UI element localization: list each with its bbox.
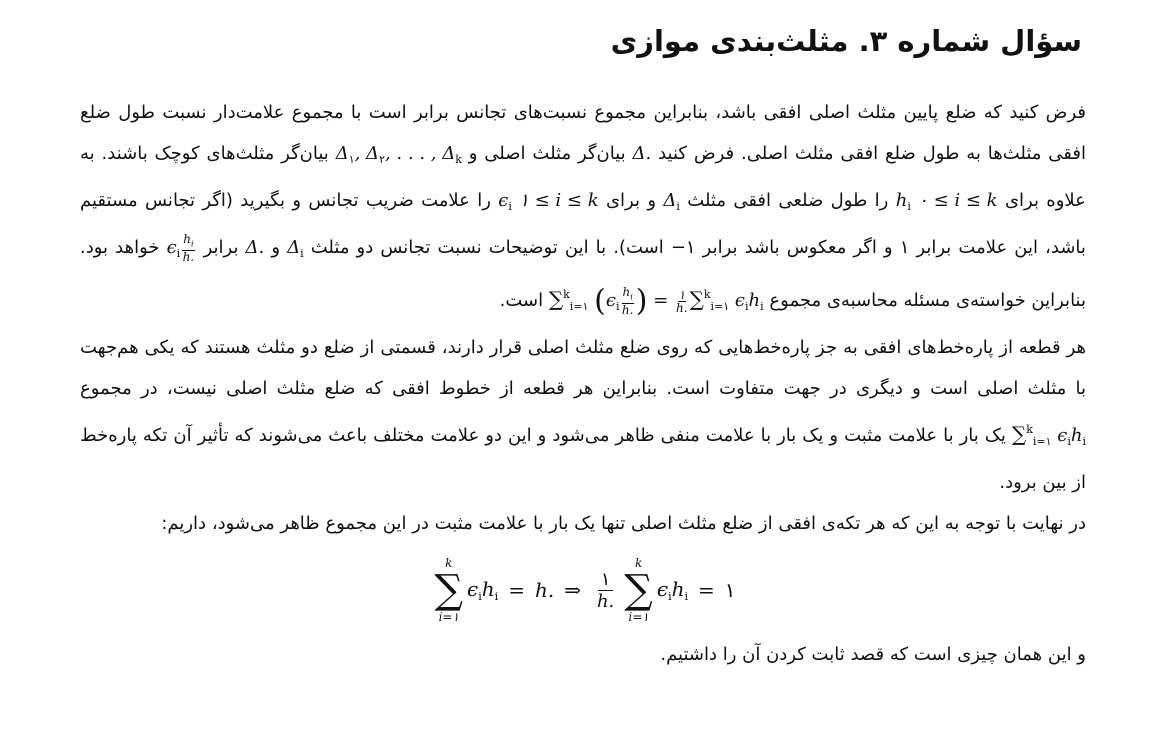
- p1-line-3a: بیان‌گر مثلث‌های کوچک باشند. به علاوه برای: [80, 143, 1086, 211]
- p1-line-6: است.: [499, 290, 544, 311]
- p1-line-3c: و برای: [605, 190, 657, 211]
- math-ratio: $\epsilon_i$ $\frac{h_i}{h.}$: [166, 231, 195, 265]
- p1-line-2b: بیان‌گر مثلث اصلی و: [468, 143, 626, 164]
- p1-line-5a: با این توضیحات نسبت تجانس دو مثلث: [310, 237, 607, 258]
- math-range-1k: ۱ ≤ i ≤ k: [519, 190, 599, 211]
- math-sum-inline: ∑$^k_{i=۱}$ $\epsilon_ih_i$: [1011, 422, 1086, 448]
- conclusion-line: و این همان چیزی است که قصد ثابت کردن آن را داشتیم.: [660, 644, 1086, 665]
- math-range-k: ۰ ≤ i ≤ k: [918, 190, 998, 211]
- math-sum-identity: ∑$^k_{i=۱}$ ($\epsilon_i$ $\frac{h_i}{h.}$ ) = $\frac{۱}{h.}$ ∑$^k_{i=۱}$ $\epsilon_ih_i$: [548, 283, 764, 319]
- p1-line-4: علامت ضریب تجانس و بگیرید (اگر تجانس مستقیم باشد، این علامت برابر ۱ و اگر معکوس باشد برابر ۱− است).: [80, 190, 1086, 258]
- p3-line-1: در نهایت با توجه به این که هر تکه‌ی افقی از ضلع مثلث اصلی تنها یک بار با علامت مثبت در این مجموع ظاهر می‌شود،: [211, 513, 1086, 534]
- paragraph-3: [80, 503, 1086, 544]
- p2-line-3b: یک بار با علامت مثبت و یک بار با علامت منفی ظاهر می‌شود و این دو علامت مختلف: [373, 425, 1006, 446]
- p1-line-1: فرض کنید که ضلع پایین مثلث اصلی افقی باشد، بنابراین مجموع نسبت‌های تجانس برابر است با مجموع علامت‌دار: [213, 102, 1086, 123]
- p2-line-4: باعث می‌شوند که تأثیر آن تکه پاره‌خط از بین برود.: [80, 425, 1086, 493]
- math-hi: $h_i$: [895, 190, 911, 213]
- p2-line-3a: اصلی نیست، در مجموع: [80, 378, 268, 399]
- p1-line-5d: خواهد بود. بنابراین خواسته‌ی مسئله محاسبه‌ی مجموع: [80, 237, 1086, 311]
- math-delta-main-2: Δ.: [245, 237, 265, 258]
- p2-line-1: هر قطعه از پاره‌خط‌های افقی به جز پاره‌خط‌هایی که روی ضلع مثلث اصلی قرار دارند، قسمتی از ضلع دو مثلث هستند: [204, 337, 1087, 358]
- math-delta-main: Δ.: [632, 143, 652, 164]
- p1-line-5c: برابر: [203, 237, 239, 258]
- display-sum-1: k ∑ i=۱: [434, 556, 464, 624]
- math-epsilon-i: $\epsilon_i$: [498, 190, 512, 213]
- math-delta-list: $\Delta_۱$, $\Delta_۲$, . . . , $\Delta_k$: [335, 143, 462, 166]
- conclusion-paragraph: [80, 634, 1086, 675]
- p1-line-5b: و: [271, 237, 281, 258]
- math-delta-i: $\Delta_i$: [663, 190, 680, 213]
- paragraph-2: [80, 327, 1086, 503]
- p1-line-3b: را طول ضلعی افقی مثلث: [687, 190, 889, 211]
- p3-line-2: داریم:: [161, 513, 207, 534]
- p1-line-3d: را: [477, 190, 491, 211]
- display-sum-2: k ∑ i=۱: [624, 556, 653, 624]
- math-delta-i-2: $\Delta_i$: [287, 237, 304, 260]
- paragraph-1: [80, 92, 1086, 327]
- display-equation: k ∑ i=۱ $\epsilon_ih_i$ = h. ⇒ $\frac{۱}{h.}$ k ∑ i=۱ $\epsilon_ih_i$ = ۱: [434, 556, 736, 624]
- display-fraction: $\frac{۱}{h.}$: [596, 568, 615, 612]
- p2-line-2: که یکی هم‌جهت با مثلث اصلی است و دیگری در جهت متفاوت است. بنابراین هر قطعه از خطوط افقی که ضلع مثلث: [80, 337, 1087, 399]
- question-heading: سؤال شماره ۳. مثلث‌بندی موازی: [610, 24, 1082, 58]
- p1-line-2a: نسبت طول ضلع افقی مثلث‌ها به طول ضلع افقی مثلث اصلی. فرض کنید: [80, 102, 1087, 164]
